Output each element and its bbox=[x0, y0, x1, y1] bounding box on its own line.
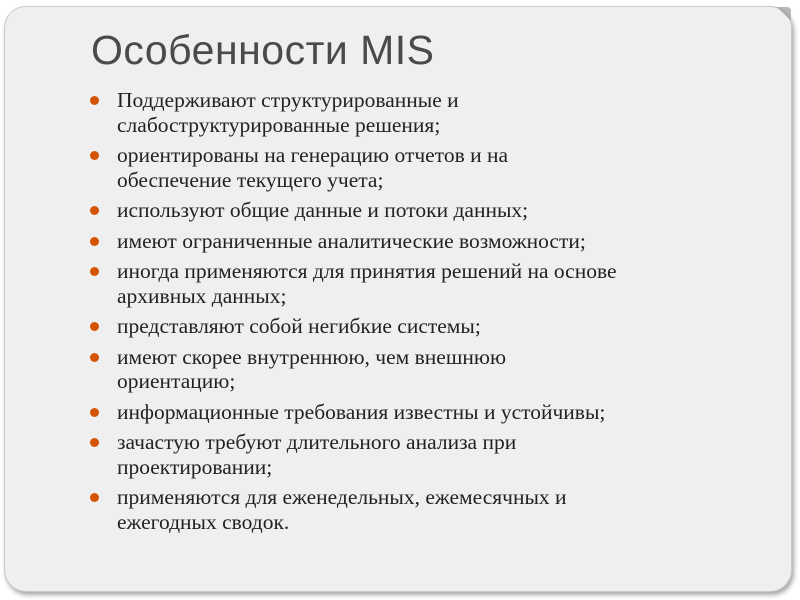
bullet-text-line: применяются для еженедельных, ежемесячных и bbox=[117, 485, 567, 509]
bullet-item bbox=[89, 345, 769, 394]
bullet-item bbox=[89, 198, 769, 223]
bullet-item bbox=[89, 229, 769, 254]
bullet-text-line: проектировании; bbox=[117, 454, 273, 479]
bullet-text-line: информационные требования известны и устойчивы; bbox=[117, 399, 606, 424]
bullet-text-line: ориентированы на генерацию отчетов и на bbox=[117, 143, 509, 167]
bullet-text-line: имеют скорее внутреннюю, чем внешнюю bbox=[117, 344, 507, 369]
bullet-item bbox=[89, 400, 769, 425]
bullet-dot-icon bbox=[90, 438, 99, 447]
bullet-text-line: Поддерживают структурированные и bbox=[117, 88, 459, 112]
bullet-text-line: иногда применяются для принятия решений на основе bbox=[117, 259, 617, 283]
bullet-item bbox=[89, 143, 769, 192]
slide bbox=[4, 6, 792, 592]
bullet-text-line: представляют собой негибкие системы; bbox=[117, 314, 481, 338]
bullet-item bbox=[89, 430, 769, 479]
bullet-text-line: используют общие данные и потоки данных; bbox=[117, 198, 529, 222]
bullet-text-line: ежегодных сводок. bbox=[117, 509, 290, 534]
bullet-text-line: обеспечение текущего учета; bbox=[117, 167, 384, 192]
bullet-dot-icon bbox=[90, 353, 99, 362]
page-corner-fold bbox=[777, 7, 791, 21]
bullet-dot-icon bbox=[90, 493, 99, 502]
bullet-text-line: имеют ограниченные аналитические возможности; bbox=[117, 228, 586, 253]
bullet-dot-icon bbox=[90, 322, 99, 331]
bullet-dot-icon bbox=[90, 408, 99, 417]
bullet-text-line: зачастую требуют длительного анализа при bbox=[117, 430, 517, 454]
bullet-dot-icon bbox=[90, 96, 99, 105]
bullet-dot-icon bbox=[90, 267, 99, 276]
slide-title: Особенности MIS bbox=[91, 27, 435, 73]
bullet-dot-icon bbox=[90, 151, 99, 160]
bullet-dot-icon bbox=[90, 237, 99, 246]
bullet-dot-icon bbox=[90, 206, 99, 215]
bullet-item bbox=[89, 485, 769, 534]
bullet-item bbox=[89, 88, 769, 137]
bullet-item bbox=[89, 259, 769, 308]
bullet-text-line: архивных данных; bbox=[117, 283, 287, 308]
bullet-text-line: ориентацию; bbox=[117, 369, 236, 393]
bullet-list bbox=[89, 88, 769, 540]
bullet-item bbox=[89, 314, 769, 339]
bullet-text-line: слабоструктурированные решения; bbox=[117, 112, 441, 137]
